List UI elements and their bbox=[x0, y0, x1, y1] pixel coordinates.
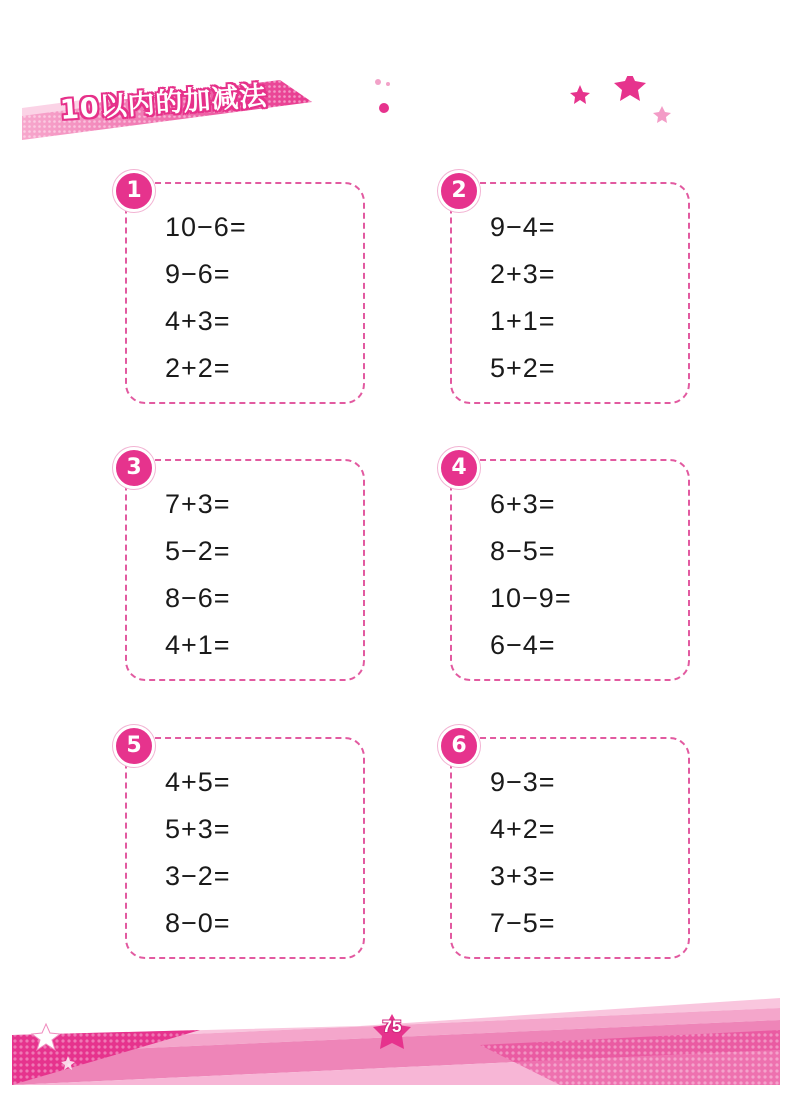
problem-list bbox=[165, 481, 231, 669]
problem: 9−3= bbox=[490, 767, 556, 797]
dot-icon bbox=[379, 103, 389, 113]
exercise-card-1 bbox=[125, 178, 365, 404]
decoration-cluster bbox=[370, 76, 680, 136]
exercise-number-badge: 6 bbox=[438, 725, 480, 767]
problem: 7+3= bbox=[165, 489, 231, 519]
exercise-number-badge: 5 bbox=[113, 725, 155, 767]
problem: 5−2= bbox=[165, 536, 231, 566]
page-title: 10以内的加减法 bbox=[59, 80, 269, 126]
problem: 6+3= bbox=[490, 489, 556, 519]
problem: 4+3= bbox=[165, 306, 231, 336]
problem: 8−0= bbox=[165, 908, 231, 938]
star-icon bbox=[570, 85, 590, 104]
exercise-number-badge: 4 bbox=[438, 447, 480, 489]
problem: 2+3= bbox=[490, 259, 556, 289]
problem-list bbox=[165, 759, 231, 947]
header-banner bbox=[22, 74, 312, 146]
problem-list bbox=[490, 759, 556, 947]
exercise-number-badge: 1 bbox=[113, 170, 155, 212]
problem: 9−4= bbox=[490, 212, 556, 242]
problem: 5+3= bbox=[165, 814, 231, 844]
exercise-card-6 bbox=[450, 733, 690, 959]
problem-list bbox=[490, 481, 572, 669]
problem: 4+2= bbox=[490, 814, 556, 844]
problem: 10−6= bbox=[165, 212, 247, 242]
problem: 8−6= bbox=[165, 583, 231, 613]
problem: 3+3= bbox=[490, 861, 556, 891]
problem: 1+1= bbox=[490, 306, 556, 336]
exercise-number-badge: 2 bbox=[438, 170, 480, 212]
problem-list bbox=[490, 204, 556, 392]
exercise-card-2 bbox=[450, 178, 690, 404]
star-icon bbox=[614, 76, 646, 101]
dot-icon bbox=[375, 79, 381, 85]
dot-icon bbox=[386, 82, 390, 86]
problem: 8−5= bbox=[490, 536, 556, 566]
exercise-card-5 bbox=[125, 733, 365, 959]
problem: 3−2= bbox=[165, 861, 231, 891]
problem: 7−5= bbox=[490, 908, 556, 938]
problem: 4+1= bbox=[165, 630, 231, 660]
problem-list bbox=[165, 204, 247, 392]
exercise-card-4 bbox=[450, 455, 690, 681]
star-icon bbox=[653, 106, 671, 123]
problem: 10−9= bbox=[490, 583, 572, 613]
problem: 4+5= bbox=[165, 767, 231, 797]
problem: 6−4= bbox=[490, 630, 556, 660]
exercise-number-badge: 3 bbox=[113, 447, 155, 489]
footer-decoration bbox=[0, 990, 800, 1105]
page-number: 75 bbox=[382, 1017, 402, 1036]
problem: 2+2= bbox=[165, 353, 231, 383]
exercise-card-3 bbox=[125, 455, 365, 681]
problem: 9−6= bbox=[165, 259, 231, 289]
problem: 5+2= bbox=[490, 353, 556, 383]
